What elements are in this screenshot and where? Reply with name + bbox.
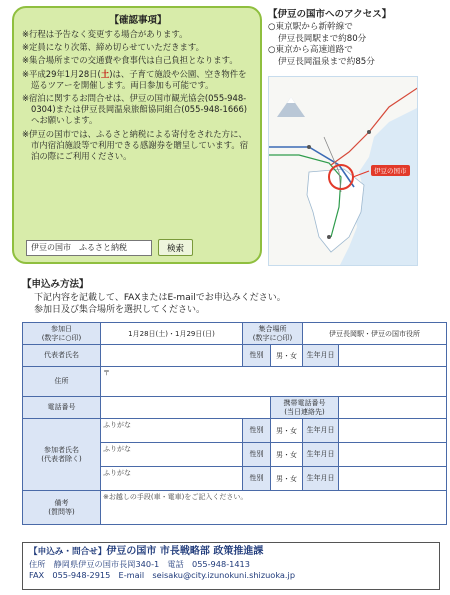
row-remarks: [23, 491, 447, 525]
route-expressway-line1: ○東京から高速道路で: [268, 45, 353, 55]
rep-birth-field[interactable]: [339, 345, 447, 367]
mobile-field[interactable]: [339, 397, 447, 419]
application-title: 【申込み方法】: [22, 279, 89, 290]
search-input[interactable]: [26, 240, 152, 256]
rep-name-field[interactable]: [101, 345, 243, 367]
row-address: [23, 367, 447, 397]
row-phone: [23, 397, 447, 419]
participant-2-gender-label: 性別: [243, 443, 271, 467]
participant-3-gender-label: 性別: [243, 467, 271, 491]
remarks-field[interactable]: ※お越しの手段(車・電車)をご記入ください。: [101, 491, 447, 525]
tour-note-saturday: 土: [100, 68, 110, 79]
participant-2-gender-field[interactable]: 男・女: [271, 443, 303, 467]
search-button[interactable]: 検索: [158, 239, 193, 256]
application-section: [22, 276, 442, 316]
row-date-meeting: [23, 323, 447, 345]
date-options[interactable]: 1月28日(土)・1月29日(日): [101, 323, 243, 345]
note-lodging-inquiry: ※宿泊に関するお問合せは、伊豆の国市観光協会(055-948-0304)または伊豆長岡温泉旅館協同組合(055-948-1666)へお願いします。: [22, 93, 248, 126]
meeting-options[interactable]: 伊豆長岡駅・伊豆の国市役所: [303, 323, 447, 345]
meeting-label-cell: 集合場所 (数字に○印): [243, 323, 303, 345]
note-capacity: ※定員になり次第、締め切らせていただきます。: [22, 42, 204, 53]
contact-address: 住所 静岡県伊豆の国市長岡340-1 電話 055-948-1413: [29, 559, 250, 569]
tour-note-before: ※平成29年1月28日(: [22, 68, 101, 79]
contact-fax-email: FAX 055-948-2915 E-mail seisaku@city.izunokuni.shizuoka.jp: [29, 570, 296, 580]
access-map: [268, 76, 418, 266]
application-form-table: [22, 322, 447, 525]
note-furusato: ※伊豆の国市では、ふるさと納税による寄付をされた方に、市内宿泊施設等で利用できる感謝券を贈呈しています。宿泊の際にご利用ください。: [22, 128, 249, 162]
phone-label: 電話番号: [23, 397, 101, 419]
note-tour: [22, 69, 254, 91]
participant-1-birth-field[interactable]: [339, 419, 447, 443]
note-schedule-change: ※行程は予告なく変更する場合があります。: [22, 29, 188, 39]
participant-1-name-field[interactable]: ふりがな: [101, 419, 243, 443]
participant-3-gender-field[interactable]: 男・女: [271, 467, 303, 491]
participant-1-gender-label: 性別: [243, 419, 271, 443]
route-expressway-line2: 伊豆長岡温泉まで約85分: [278, 56, 375, 67]
application-instruction-1: 下記内容を記載して、FAXまたはE-mailでお申込みください。: [34, 293, 286, 303]
mobile-label-cell: 携帯電話番号 (当日連絡先): [271, 397, 339, 419]
access-title: 【伊豆の国市へのアクセス】: [268, 9, 392, 20]
note-expenses: ※集合場所までの交通費や食事代は自己負担となります。: [22, 55, 238, 66]
rep-gender-label: 性別: [243, 345, 271, 367]
confirmation-box: [12, 6, 262, 264]
contact-box: [22, 542, 440, 590]
confirmation-title: 【確認事項】: [109, 15, 167, 26]
access-section: [268, 6, 444, 68]
row-representative: [23, 345, 447, 367]
route-shinkansen-line1: ○東京駅から新幹線で: [268, 22, 353, 32]
participant-2-birth-field[interactable]: [339, 443, 447, 467]
address-label: 住所: [23, 367, 101, 397]
row-participant-1: [23, 419, 447, 443]
contact-department: 伊豆の国市 市長戦略部 政策推進課: [106, 546, 264, 557]
address-field[interactable]: 〒: [101, 367, 447, 397]
participants-label-cell: 参加者氏名 (代表者除く): [23, 419, 101, 491]
rep-gender-field[interactable]: 男・女: [271, 345, 303, 367]
participant-3-birth-label: 生年月日: [303, 467, 339, 491]
search-row: [26, 239, 193, 256]
route-shinkansen: [268, 22, 444, 45]
participant-1-gender-field[interactable]: 男・女: [271, 419, 303, 443]
route-shinkansen-line2: 伊豆長岡駅まで約80分: [278, 33, 367, 44]
date-label-cell: 参加日 (数字に○印): [23, 323, 101, 345]
participant-3-name-field[interactable]: ふりがな: [101, 467, 243, 491]
participant-3-birth-field[interactable]: [339, 467, 447, 491]
map-label-izunokuni: 伊豆の国市: [371, 165, 410, 176]
remarks-label-cell: 備考 (質問等): [23, 491, 101, 525]
tour-note-after: )は、子育て施設や公園、空き物件を巡るツアーを開催します。両日参加も可能です。: [31, 68, 247, 90]
participant-2-name-field[interactable]: ふりがな: [101, 443, 243, 467]
application-instruction-2: 参加日及び集合場所を選択してください。: [34, 305, 206, 315]
phone-field[interactable]: [101, 397, 271, 419]
rep-name-label: 代表者氏名: [23, 345, 101, 367]
contact-bracket: 【申込み・問合せ】: [29, 547, 107, 557]
participant-2-birth-label: 生年月日: [303, 443, 339, 467]
contact-heading: [29, 545, 433, 559]
route-expressway: [268, 45, 444, 68]
participant-1-birth-label: 生年月日: [303, 419, 339, 443]
rep-birth-label: 生年月日: [303, 345, 339, 367]
